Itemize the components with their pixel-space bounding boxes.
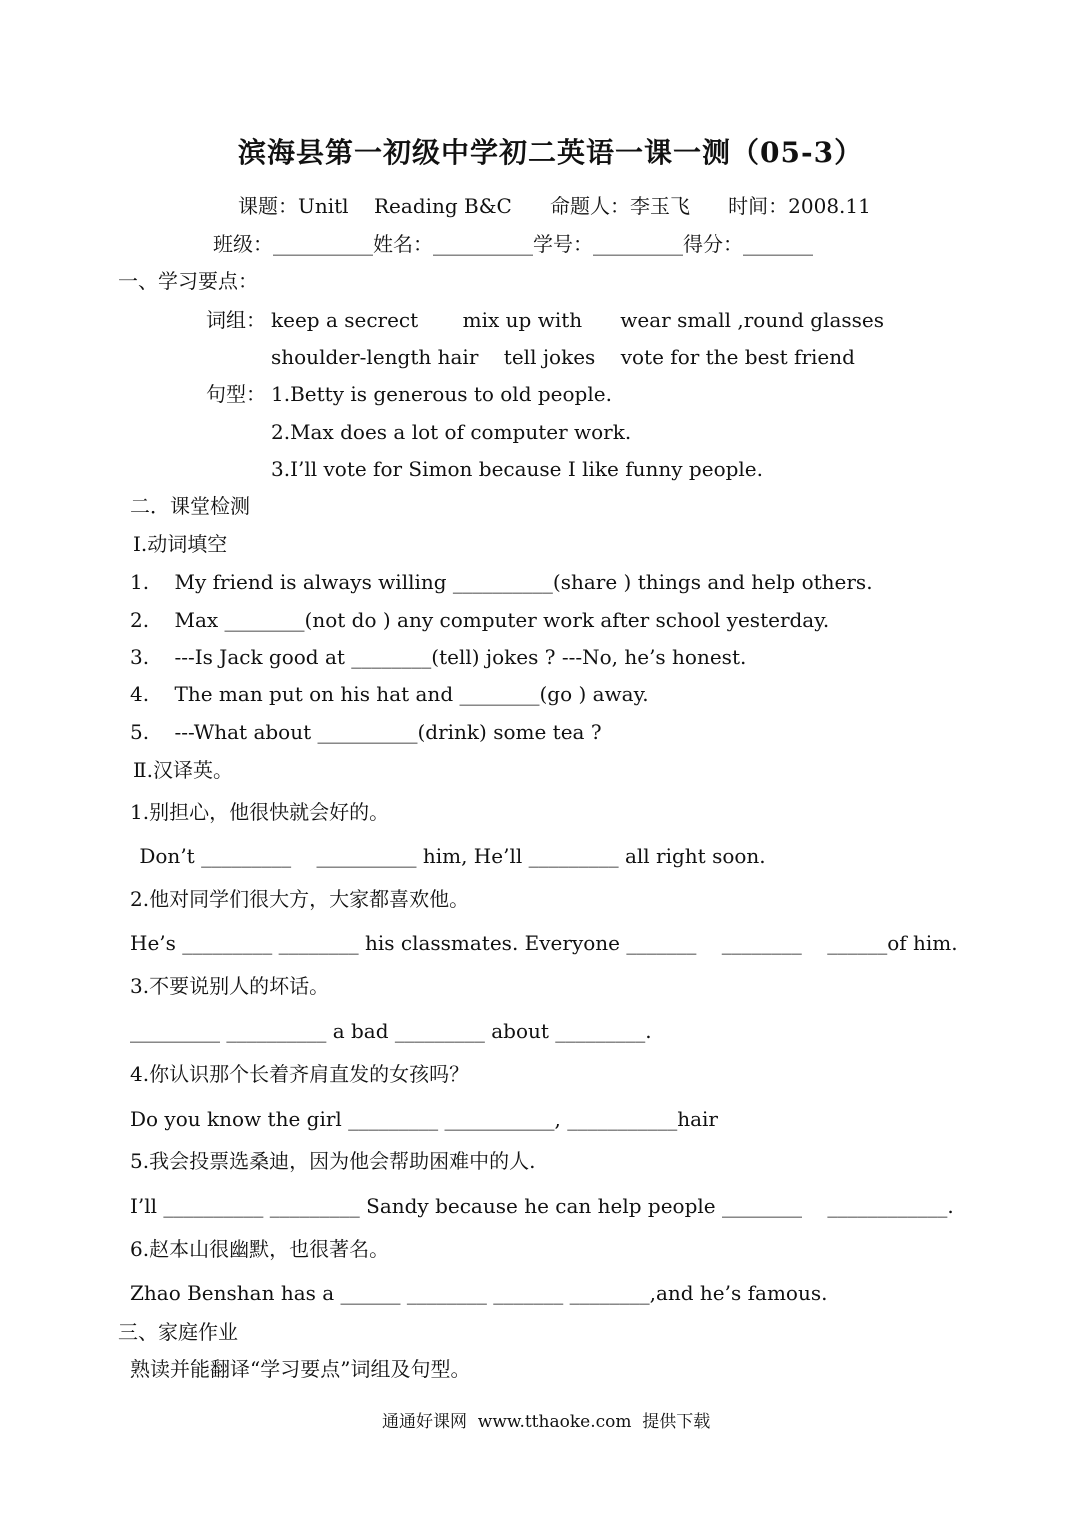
translate-item-4-en: Do you know the girl _________ ___________, ___________hair xyxy=(130,1107,718,1131)
student-info-line: 班级：__________姓名：__________学号：_________得分：_______ xyxy=(213,232,813,256)
translate-item-1-cn: 1.别担心，他很快就会好的。 xyxy=(130,800,390,824)
sentences-label: 句型： xyxy=(206,382,266,406)
translate-item-6-cn: 6.赵本山很幽默，也很著名。 xyxy=(130,1237,390,1261)
translate-item-6-en: Zhao Benshan has a ______ ________ _______ ________,and he’s famous. xyxy=(130,1281,828,1305)
translate-item-3-cn: 3.不要说别人的坏话。 xyxy=(130,974,330,998)
sentence-2: 2.Max does a lot of computer work. xyxy=(271,420,632,444)
translate-item-3-en: _________ __________ a bad _________ about _________. xyxy=(130,1019,652,1043)
sentence-3: 3.I’ll vote for Simon because I like funny people. xyxy=(271,457,764,481)
phrases-line-2: shoulder-length hair tell jokes vote for the best friend xyxy=(271,345,855,369)
section1-heading: 一、学习要点： xyxy=(118,269,258,293)
verb-item-3: 3. ---Is Jack good at ________(tell) jokes ? ---No, he’s honest. xyxy=(130,645,747,669)
section3-heading: 三、家庭作业 xyxy=(118,1320,238,1344)
translate-item-4-cn: 4.你认识那个长着齐肩直发的女孩吗？ xyxy=(130,1062,470,1086)
phrases-line-1: keep a secrect mix up with wear small ,round glasses xyxy=(271,308,885,332)
part1-heading: Ⅰ.动词填空 xyxy=(133,532,228,556)
translate-item-2-en: He’s _________ ________ his classmates. Everyone _______ ________ ______of him. xyxy=(130,931,958,955)
translate-item-5-en: I’ll __________ _________ Sandy because he can help people ________ ____________. xyxy=(130,1194,954,1218)
translate-item-1-en: Don’t _________ __________ him, He’ll _________ all right soon. xyxy=(133,844,766,868)
verb-item-4: 4. The man put on his hat and ________(go ) away. xyxy=(130,682,649,706)
page-footer: 通通好课网 www.tthaoke.com 提供下载 xyxy=(382,1412,711,1432)
part2-heading: Ⅱ.汉译英。 xyxy=(133,758,233,782)
verb-item-5: 5. ---What about __________(drink) some tea ? xyxy=(130,720,602,744)
verb-item-1: 1. My friend is always willing __________(share ) things and help others. xyxy=(130,570,873,594)
page-title: 滨海县第一初级中学初二英语一课一测（05-3） xyxy=(238,136,864,169)
translate-item-2-cn: 2.他对同学们很大方，大家都喜欢他。 xyxy=(130,887,470,911)
phrases-label: 词组： xyxy=(206,308,266,332)
verb-item-2: 2. Max ________(not do ) any computer work after school yesterday. xyxy=(130,608,830,632)
section2-heading: 二．课堂检测 xyxy=(130,494,250,518)
translate-item-5-cn: 5.我会投票选桑迪，因为他会帮助困难中的人. xyxy=(130,1149,536,1173)
homework-body: 熟读并能翻译“学习要点”词组及句型。 xyxy=(130,1357,471,1381)
lesson-meta: 课题：Unitl Reading B&C 命题人：李玉飞 时间：2008.11 xyxy=(238,194,871,218)
sentence-1: 1.Betty is generous to old people. xyxy=(271,382,612,406)
